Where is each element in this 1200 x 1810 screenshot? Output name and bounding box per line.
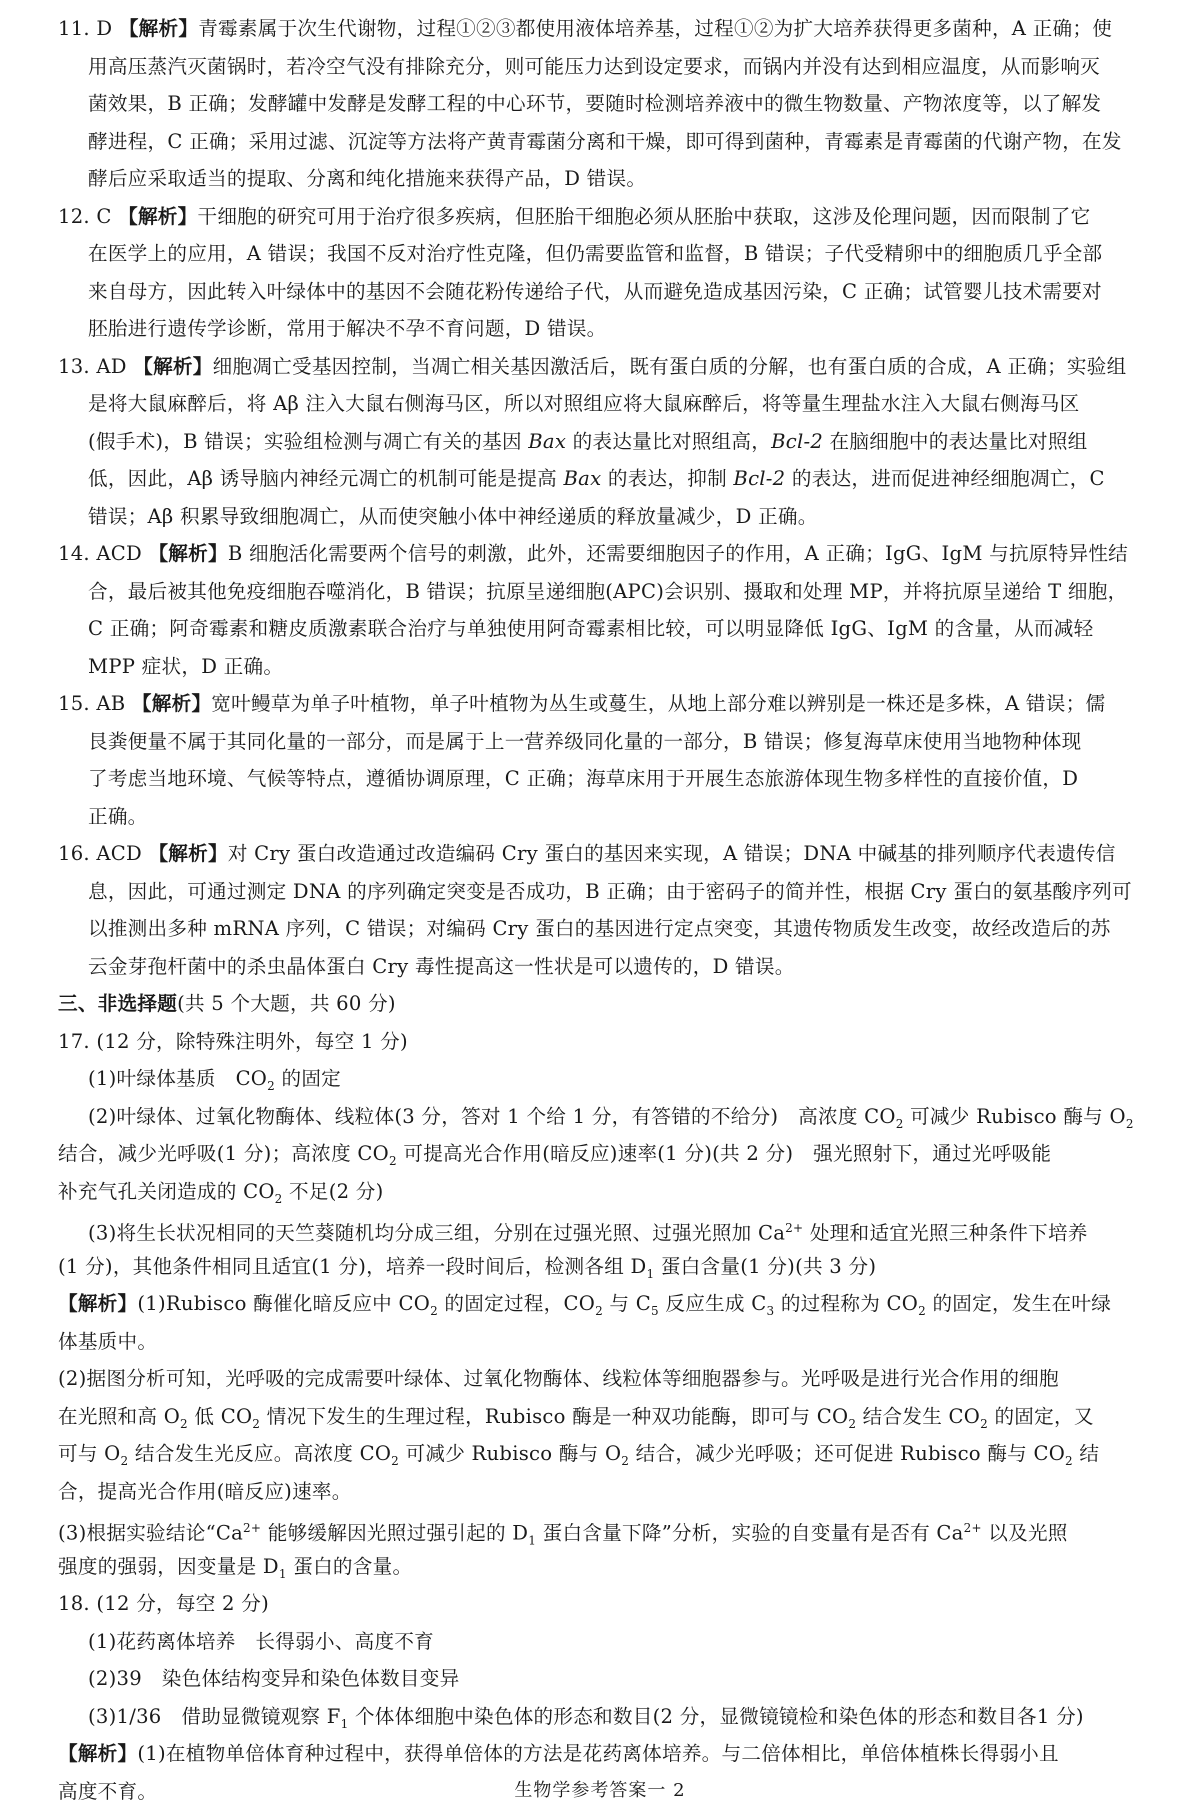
text-run: 与 C <box>602 1292 651 1315</box>
text-run: 低 CO <box>187 1404 253 1428</box>
superscript: 2+ <box>963 1521 982 1535</box>
text-line <box>58 1548 1173 1586</box>
text-run: 酵进程，C 正确；采用过滤、沉淀等方法将产黄青霉菌分离和干燥，即可得到菌种，青霉素是青霉菌的代谢产物，在发 <box>88 129 1122 153</box>
text-run: (假手术)，B 错误；实验组检测与凋亡有关的基因 <box>88 429 529 453</box>
bold-label: 【解析】 <box>58 1292 138 1315</box>
subscript: 2 <box>389 1153 397 1168</box>
subscript: 1 <box>278 1566 287 1581</box>
text-run: 的过程称为 CO <box>774 1292 919 1315</box>
subscript: 2 <box>1065 1453 1073 1468</box>
text-line <box>58 1585 1173 1623</box>
text-run: 18. (12 分，每空 2 分) <box>58 1592 269 1615</box>
text-run: 在医学上的应用，A 错误；我国不反对治疗性克隆，但仍需要监管和监督，B 错误；子代受精卵中的细胞质几乎全部 <box>88 242 1103 265</box>
bold-label: 【解析】 <box>133 354 213 378</box>
text-line <box>58 235 1173 273</box>
text-run: 艮粪便量不属于其同化量的一部分，而是属于上一营养级同化量的一部分，B 错误；修复海草床使用当地物种体现 <box>88 729 1082 753</box>
text-run: (3)将生长状况相同的天竺葵随机均分成三组，分别在过强光照、过强光照加 Ca <box>88 1221 786 1245</box>
text-run: 情况下发生的生理过程，Rubisco 酶是一种双功能酶，即可与 CO <box>260 1404 849 1428</box>
subscript: 2 <box>267 1078 276 1093</box>
text-line <box>58 423 1173 461</box>
text-run: 结合发生 CO <box>856 1404 981 1428</box>
text-line <box>58 1735 1173 1773</box>
text-run: Bax <box>563 467 602 490</box>
subscript: 2 <box>180 1416 188 1431</box>
text-run: 的固定，发生在叶绿 <box>925 1292 1112 1315</box>
subscript: 2 <box>895 1116 904 1131</box>
text-line <box>58 10 1173 48</box>
text-run: 对 Cry 蛋白改造通过改造编码 Cry 蛋白的基因来实现，A 错误；DNA 中碱基的排列顺序代表遗传信 <box>227 842 1116 865</box>
text-run: 错误；Aβ 积累导致细胞凋亡，从而使突触小体中神经递质的释放量减少，D 正确。 <box>88 504 818 528</box>
text-line <box>58 1435 1173 1473</box>
text-run: (共 5 个大题，共 60 分) <box>177 992 396 1015</box>
text-run: B 细胞活化需要两个信号的刺激，此外，还需要细胞因子的作用，A 正确；IgG、IgM 与抗原特异性结 <box>227 542 1129 565</box>
text-run: 来自母方，因此转入叶绿体中的基因不会随花粉传递给子代，从而避免造成基因污染，C 正确；试管婴儿技术需要对 <box>88 279 1102 303</box>
text-run: 以及光照 <box>981 1521 1068 1545</box>
text-run: 胚胎进行遗传学诊断，常用于解决不孕不育问题，D 错误。 <box>88 317 607 340</box>
subscript: 1 <box>646 1266 655 1281</box>
text-run: 可与 O <box>58 1442 121 1465</box>
text-run: 正确。 <box>88 804 148 828</box>
text-run: (3)1/36 借助显微镜观察 F <box>88 1704 341 1728</box>
text-run: MPP 症状，D 正确。 <box>88 654 284 678</box>
text-run: (1)叶绿体基质 CO <box>88 1067 268 1090</box>
page-footer: 生物学参考答案一 2 <box>514 1780 686 1801</box>
text-run: (1)Rubisco 酶催化暗反应中 CO <box>137 1292 431 1315</box>
text-run: 结 <box>1072 1442 1100 1465</box>
text-run: 个体体细胞中染色体的形态和数目(2 分，显微镜镜检和染色体的形态和数目各1 分) <box>348 1704 1084 1728</box>
text-run: (2)叶绿体、过氧化物酶体、线粒体(3 分，答对 1 个给 1 分，有答错的不给分) 高浓度 CO <box>88 1104 896 1128</box>
text-line <box>58 910 1173 948</box>
text-line <box>58 498 1173 536</box>
bold-label: 【解析】 <box>148 542 228 565</box>
text-line <box>58 1323 1173 1361</box>
text-line <box>58 835 1173 873</box>
text-run: 低，因此，Aβ 诱导脑内神经元凋亡的机制可能是提高 <box>88 467 564 490</box>
text-line <box>58 310 1173 348</box>
text-run: (3)根据实验结论“Ca <box>58 1521 244 1545</box>
text-run: 的固定 <box>275 1067 342 1090</box>
text-run: 强度的强弱，因变量是 D <box>58 1554 279 1578</box>
subscript: 2 <box>252 1416 261 1431</box>
text-run: Bcl-2 <box>733 467 786 490</box>
subscript: 1 <box>528 1533 537 1548</box>
text-line <box>58 573 1173 611</box>
text-line <box>58 1623 1173 1661</box>
text-run: 体基质中。 <box>58 1329 158 1353</box>
text-run: 的固定过程，CO <box>437 1292 596 1315</box>
text-line <box>58 48 1173 86</box>
text-run: 息，因此，可通过测定 DNA 的序列确定突变是否成功，B 正确；由于密码子的简并性，根据 Cry 蛋白的氨基酸序列可 <box>88 879 1132 903</box>
text-run: 可提高光合作用(暗反应)速率(1 分)(共 2 分) 强光照射下，通过光呼吸能 <box>396 1142 1052 1165</box>
text-run: 高度不育。 <box>58 1779 158 1803</box>
bold-label: 【解析】 <box>58 1742 138 1765</box>
text-line <box>58 1510 1173 1548</box>
text-run: 用高压蒸汽灭菌锅时，若冷空气没有排除充分，则可能压力达到设定要求，而锅内并没有达到相应温度，从而影响灭 <box>88 54 1101 78</box>
text-line <box>58 1060 1173 1098</box>
text-line <box>58 648 1173 686</box>
text-line <box>58 123 1173 161</box>
subscript: 2 <box>595 1303 603 1318</box>
text-run: 的固定，又 <box>987 1404 1094 1428</box>
text-run: 的表达，进而促进神经细胞凋亡，C <box>785 467 1105 490</box>
subscript: 2 <box>1125 1116 1134 1131</box>
subscript: 5 <box>651 1303 659 1318</box>
text-run: 11. D <box>58 17 119 40</box>
text-run: 可减少 Rubisco 酶与 O <box>903 1104 1126 1128</box>
subscript: 2 <box>621 1453 630 1468</box>
text-line <box>58 1398 1173 1436</box>
subscript: 2 <box>430 1303 438 1318</box>
text-run: 17. (12 分，除特殊注明外，每空 1 分) <box>58 1029 408 1053</box>
text-run: 云金芽孢杆菌中的杀虫晶体蛋白 Cry 毒性提高这一性状是可以遗传的，D 错误。 <box>88 954 795 978</box>
text-run: 在光照和高 O <box>58 1404 181 1428</box>
text-run: 补充气孔关闭造成的 CO <box>58 1179 275 1203</box>
text-line <box>58 1173 1173 1211</box>
text-line <box>58 385 1173 423</box>
text-run: 蛋白的含量。 <box>286 1554 413 1578</box>
text-run: 以推测出多种 mRNA 序列，C 错误；对编码 Cry 蛋白的基因进行定点突变，其遗传物质发生改变，故经改造后的苏 <box>88 917 1111 940</box>
text-line <box>58 1023 1173 1061</box>
text-line <box>58 873 1173 911</box>
text-line <box>58 198 1173 236</box>
subscript: 2 <box>120 1453 129 1468</box>
text-line <box>58 348 1173 386</box>
text-line <box>58 1473 1173 1511</box>
text-run: 青霉素属于次生代谢物，过程①②③都使用液体培养基，过程①②为扩大培养获得更多菌种，A 正确；使 <box>198 17 1113 40</box>
text-line <box>58 985 1173 1023</box>
text-line <box>58 1248 1173 1286</box>
text-run: 15. AB <box>58 692 132 715</box>
text-run: 菌效果，B 正确；发酵罐中发酵是发酵工程的中心环节，要随时检测培养液中的微生物数量、产物浓度等，以了解发 <box>88 92 1102 115</box>
text-run: 结合发生光反应。高浓度 CO <box>128 1442 392 1465</box>
text-line <box>58 1660 1173 1698</box>
text-run: 在脑细胞中的表达量比对照组 <box>823 429 1088 453</box>
subscript: 2 <box>980 1416 988 1431</box>
subscript: 2 <box>274 1191 283 1206</box>
text-run: (1)花药离体培养 长得弱小、高度不育 <box>88 1629 435 1653</box>
text-run: 能够缓解因光照过强引起的 D <box>261 1521 529 1545</box>
text-run: 干细胞的研究可用于治疗很多疾病，但胚胎干细胞必须从胚胎中获取，这涉及伦理问题，因而限制了它 <box>197 204 1091 228</box>
answer-key-page <box>58 10 1173 1810</box>
text-line <box>58 460 1173 498</box>
text-run: 酵后应采取适当的提取、分离和纯化措施来获得产品，D 错误。 <box>88 167 647 190</box>
bold-label: 【解析】 <box>118 17 199 40</box>
text-run: 结合，减少光呼吸；还可促进 Rubisco 酶与 CO <box>629 1442 1066 1465</box>
text-line <box>58 723 1173 761</box>
text-run: 16. ACD <box>58 842 149 865</box>
text-line <box>58 1135 1173 1173</box>
answer-text-body <box>58 10 1173 1810</box>
text-run: C 正确；阿奇霉素和糖皮质激素联合治疗与单独使用阿奇霉素相比较，可以明显降低 IgG、IgM 的含量，从而减轻 <box>88 617 1094 640</box>
text-run: (2)39 染色体结构变异和染色体数目变异 <box>88 1667 460 1690</box>
text-run: 13. AD <box>58 354 134 378</box>
text-line <box>58 610 1173 648</box>
text-run: 不足(2 分) <box>282 1179 384 1203</box>
text-run: (2)据图分析可知，光呼吸的完成需要叶绿体、过氧化物酶体、线粒体等细胞器参与。光呼吸是进行光合作用的细胞 <box>58 1367 1059 1390</box>
text-run: 蛋白含量下降”分析，实验的自变量有是否有 Ca <box>536 1521 964 1545</box>
subscript: 3 <box>766 1303 775 1318</box>
text-run: 可减少 Rubisco 酶与 O <box>399 1442 622 1465</box>
text-line <box>58 535 1173 573</box>
text-line <box>58 685 1173 723</box>
text-line <box>58 85 1173 123</box>
text-run: 的表达量比对照组高， <box>566 429 772 453</box>
text-run: 是将大鼠麻醉后，将 Aβ 注入大鼠右侧海马区，所以对照组应将大鼠麻醉后，将等量生理盐水注入大鼠右侧海马区 <box>88 392 1080 415</box>
text-run: 合，提高光合作用(暗反应)速率。 <box>58 1479 352 1503</box>
text-run: (1)在植物单倍体育种过程中，获得单倍体的方法是花药离体培养。与二倍体相比，单倍体植株长得弱小且 <box>137 1742 1059 1765</box>
bold-label: 【解析】 <box>131 692 212 715</box>
text-run: 结合，减少光呼吸(1 分)；高浓度 CO <box>58 1142 389 1165</box>
subscript: 1 <box>340 1716 349 1731</box>
text-run: 反应生成 C <box>658 1292 767 1315</box>
text-run: 蛋白含量(1 分)(共 3 分) <box>654 1254 877 1278</box>
text-line <box>58 1285 1173 1323</box>
text-line <box>58 760 1173 798</box>
text-run: 12. C <box>58 204 119 228</box>
text-line <box>58 798 1173 836</box>
text-run: 细胞凋亡受基因控制，当凋亡相关基因激活后，既有蛋白质的分解，也有蛋白质的合成，A 正确；实验组 <box>212 354 1127 378</box>
text-run: 了考虑当地环境、气候等特点，遵循协调原理，C 正确；海草床用于开展生态旅游体现生物多样性的直接价值，D <box>88 767 1079 790</box>
text-line <box>58 948 1173 986</box>
text-run: Bcl-2 <box>771 429 824 453</box>
text-line <box>58 1698 1173 1736</box>
bold-label: 【解析】 <box>148 842 228 865</box>
text-line <box>58 160 1173 198</box>
text-run: Bax <box>528 429 567 453</box>
subscript: 2 <box>918 1303 926 1318</box>
text-line <box>58 273 1173 311</box>
subscript: 2 <box>848 1416 857 1431</box>
subscript: 2 <box>391 1453 400 1468</box>
bold-label: 三、非选择题 <box>58 992 178 1015</box>
text-run: 的表达，抑制 <box>601 467 734 490</box>
text-line <box>58 1360 1173 1398</box>
superscript: 2+ <box>243 1521 262 1535</box>
text-line <box>58 1210 1173 1248</box>
text-run: 合，最后被其他免疫细胞吞噬消化，B 错误；抗原呈递细胞(APC)会识别、摄取和处理 MP，并将抗原呈递给 T 细胞， <box>88 579 1128 603</box>
bold-label: 【解析】 <box>118 204 198 228</box>
text-run: (1 分)，其他条件相同且适宜(1 分)，培养一段时间后，检测各组 D <box>58 1254 647 1278</box>
text-line <box>58 1098 1173 1136</box>
text-run: 处理和适宜光照三种条件下培养 <box>803 1221 1088 1245</box>
superscript: 2+ <box>785 1221 804 1235</box>
text-run: 14. ACD <box>58 542 149 565</box>
text-run: 宽叶鳗草为单子叶植物，单子叶植物为丛生或蔓生，从地上部分难以辨别是一株还是多株，A 错误；儒 <box>211 692 1106 715</box>
